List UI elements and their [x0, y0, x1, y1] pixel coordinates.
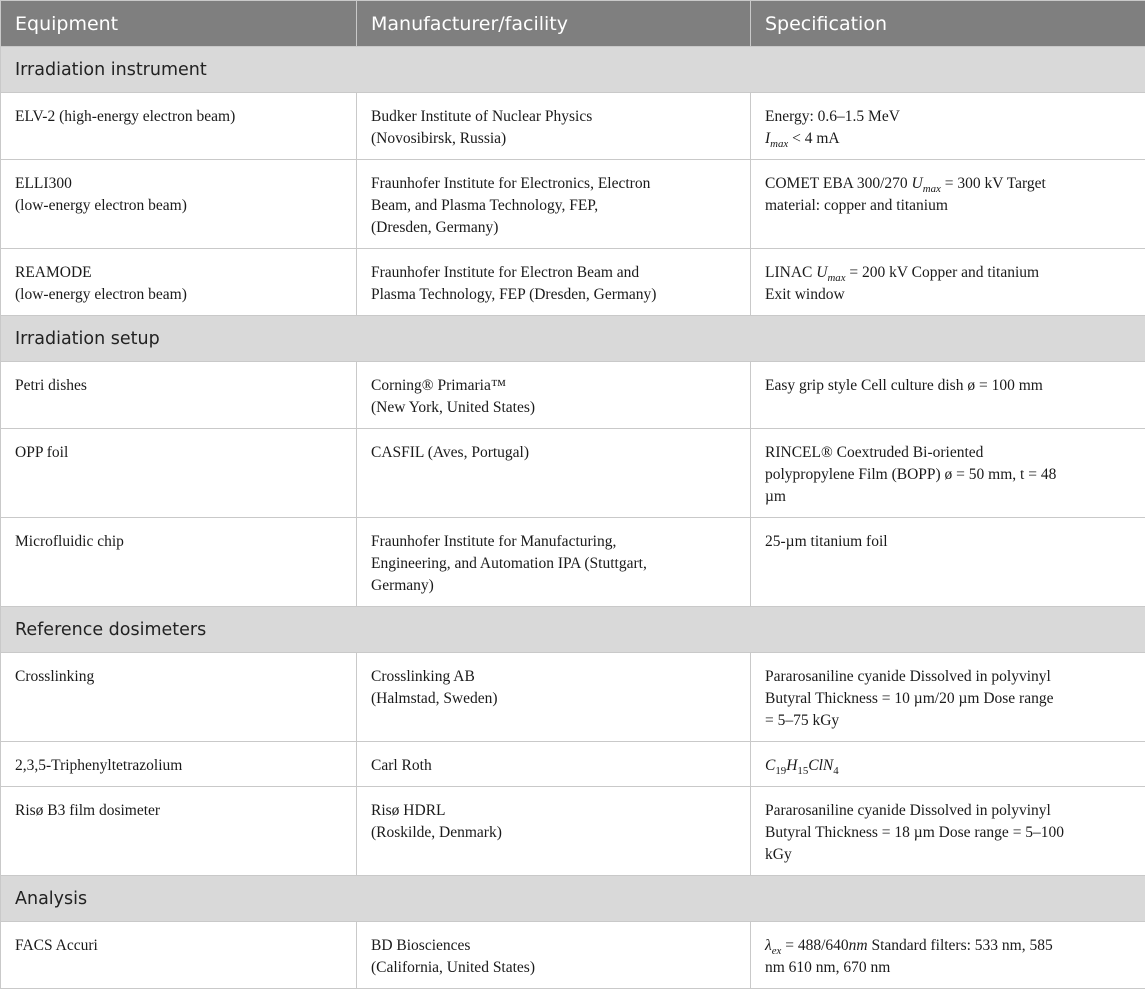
manufacturer-text: (Roskilde, Denmark) [371, 824, 502, 841]
manufacturer-cell [357, 518, 751, 607]
section-title: Analysis [1, 876, 1145, 922]
chemical-formula [765, 757, 839, 778]
lambda-unit: nm [848, 937, 868, 954]
manufacturer-text: (Novosibirsk, Russia) [371, 130, 507, 147]
section-row [1, 316, 1145, 362]
formula-element: C [765, 757, 776, 774]
manufacturer-text: Fraunhofer Institute for Manufacturing, [371, 533, 617, 550]
manufacturer-cell [357, 429, 751, 518]
specification-cell: RINCEL® Coextruded Bi-oriented polypropylene Film (BOPP) ø = 50 mm, t = 48 µm [751, 429, 1145, 518]
lambda-symbol: λ [765, 937, 772, 954]
manufacturer-cell [357, 249, 751, 316]
manufacturer-cell [357, 160, 751, 249]
table-row [1, 160, 1145, 249]
specification-cell: Pararosaniline cyanide Dissolved in polyvinyl Butyral Thickness = 10 µm/20 µm Dose range = 5–75 kGy [751, 653, 1145, 742]
manufacturer-text: (California, United States) [371, 959, 535, 976]
equipment-text: ELLI300 [15, 175, 72, 192]
equipment-cell [1, 518, 357, 607]
equipment-text: FACS Accuri [15, 937, 98, 954]
header-manufacturer: Manufacturer/facility [357, 1, 751, 47]
umax-symbol: U [816, 264, 828, 281]
header-equipment: Equipment [1, 1, 357, 47]
specification-prefix: COMET EBA 300/270 [765, 175, 912, 192]
lambda-value: = 488/640 [781, 937, 849, 954]
manufacturer-text: BD Biosciences [371, 937, 471, 954]
header-row [1, 1, 1145, 47]
specification-cell: Easy grip style Cell culture dish ø = 100 mm [751, 362, 1145, 429]
manufacturer-cell [357, 922, 751, 989]
equipment-cell [1, 249, 357, 316]
specification-cell: Pararosaniline cyanide Dissolved in polyvinyl Butyral Thickness = 18 µm Dose range = 5–100 kGy [751, 787, 1145, 876]
manufacturer-text: Germany) [371, 577, 434, 594]
table-row [1, 653, 1145, 742]
specification-cell [751, 93, 1145, 160]
umax-subscript: max [922, 183, 941, 196]
table-row [1, 429, 1145, 518]
equipment-text: OPP foil [15, 444, 69, 461]
equipment-cell [1, 93, 357, 160]
formula-element: H [786, 757, 798, 774]
specification-imax [765, 128, 1131, 150]
manufacturer-text: Carl Roth [371, 757, 432, 774]
formula-element: ClN [808, 757, 834, 774]
manufacturer-text: Corning® Primaria™ [371, 377, 507, 394]
specification-prefix: LINAC [765, 264, 817, 281]
manufacturer-text: Fraunhofer Institute for Electronics, Electron [371, 175, 651, 192]
manufacturer-text: Budker Institute of Nuclear Physics [371, 108, 593, 125]
equipment-text: REAMODE [15, 264, 92, 281]
manufacturer-text: Plasma Technology, FEP (Dresden, Germany) [371, 286, 657, 303]
specification-cell [751, 160, 1145, 249]
equipment-text: (low-energy electron beam) [15, 286, 187, 303]
table-row [1, 362, 1145, 429]
specification-text: Energy: 0.6–1.5 MeV [765, 108, 900, 125]
equipment-cell [1, 429, 357, 518]
equipment-text: Petri dishes [15, 377, 87, 394]
manufacturer-text: Fraunhofer Institute for Electron Beam and [371, 264, 640, 281]
table-row [1, 93, 1145, 160]
manufacturer-text: Beam, and Plasma Technology, FEP, [371, 197, 599, 214]
table-row [1, 922, 1145, 989]
manufacturer-text: Engineering, and Automation IPA (Stuttgart, [371, 555, 647, 572]
equipment-text: Microfluidic chip [15, 533, 124, 550]
imax-symbol: I [765, 130, 771, 147]
section-title: Irradiation instrument [1, 47, 1145, 93]
table-row [1, 787, 1145, 876]
equipment-cell [1, 922, 357, 989]
equipment-text: Risø B3 film dosimeter [15, 802, 161, 819]
imax-value: < 4 mA [788, 130, 840, 147]
umax-symbol: U [911, 175, 923, 192]
section-row [1, 607, 1145, 653]
section-title: Irradiation setup [1, 316, 1145, 362]
umax-subscript: max [827, 272, 846, 285]
manufacturer-text: Risø HDRL [371, 802, 446, 819]
manufacturer-text: (Halmstad, Sweden) [371, 690, 498, 707]
equipment-cell [1, 160, 357, 249]
equipment-cell [1, 653, 357, 742]
equipment-text: 2,3,5-Triphenyltetrazolium [15, 757, 183, 774]
equipment-cell [1, 742, 357, 787]
specification-cell [751, 922, 1145, 989]
manufacturer-text: CASFIL (Aves, Portugal) [371, 444, 530, 461]
equipment-text: ELV-2 (high-energy electron beam) [15, 108, 236, 125]
specification-suffix: = 200 kV Copper and titanium Exit window [765, 264, 1040, 303]
manufacturer-text: (Dresden, Germany) [371, 219, 499, 236]
header-specification: Specification [751, 1, 1145, 47]
manufacturer-cell [357, 742, 751, 787]
manufacturer-cell [357, 653, 751, 742]
specification-suffix: Standard filters: 533 nm, 585 nm 610 nm, 670 nm [765, 937, 1053, 976]
formula-subscript: 4 [833, 765, 839, 778]
equipment-cell [1, 362, 357, 429]
manufacturer-cell [357, 787, 751, 876]
specification-cell [751, 249, 1145, 316]
table-row [1, 249, 1145, 316]
equipment-text: Crosslinking [15, 668, 95, 685]
section-row [1, 876, 1145, 922]
manufacturer-text: Crosslinking AB [371, 668, 475, 685]
formula-subscript: 15 [797, 765, 809, 778]
manufacturer-cell [357, 93, 751, 160]
equipment-cell [1, 787, 357, 876]
section-title: Reference dosimeters [1, 607, 1145, 653]
table-row [1, 518, 1145, 607]
specification-suffix: = 300 kV Target material: copper and titanium [765, 175, 1046, 214]
equipment-text: (low-energy electron beam) [15, 197, 187, 214]
section-row [1, 47, 1145, 93]
specification-cell: 25-µm titanium foil [751, 518, 1145, 607]
specification-cell [751, 742, 1145, 787]
lambda-subscript: ex [771, 945, 782, 958]
manufacturer-text: (New York, United States) [371, 399, 536, 416]
imax-subscript: max [770, 138, 789, 151]
formula-subscript: 19 [775, 765, 787, 778]
manufacturer-cell [357, 362, 751, 429]
table-row [1, 742, 1145, 787]
